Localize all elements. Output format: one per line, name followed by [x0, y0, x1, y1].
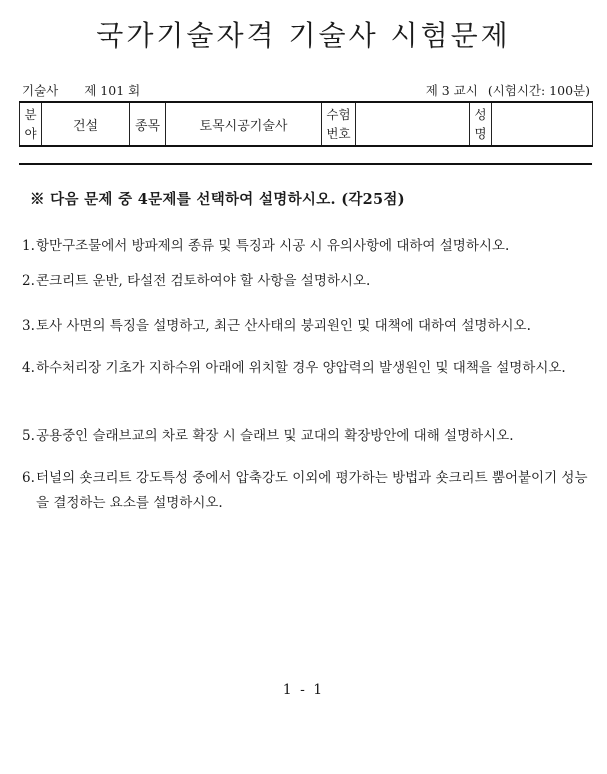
field-label-line-1: 분 [24, 107, 37, 122]
field-label-line-2: 야 [24, 126, 37, 141]
question-number: 6. [22, 470, 35, 486]
question-text: 콘크리트 운반, 타설전 검토하여야 할 사항을 설명하시오. [36, 273, 371, 289]
question-item-1 [22, 234, 594, 259]
exam-period: 제 3 교시 [425, 83, 478, 98]
exam-meta-left [22, 81, 140, 99]
name-label-line-1: 성 [474, 107, 487, 122]
question-text: 터널의 숏크리트 강도특성 중에서 압축강도 이외에 평가하는 방법과 숏크리트 뿜어붙이기 성능을 결정하는 요소를 설명하시오. [36, 470, 588, 511]
question-item-5 [22, 424, 594, 449]
exam-info-table [19, 101, 593, 147]
question-number: 2. [22, 273, 35, 289]
exam-no-label-line-2: 번호 [326, 126, 351, 141]
type-label-cell: 종목 [130, 102, 166, 146]
question-item-6 [22, 466, 594, 516]
exam-meta-row [22, 81, 590, 99]
question-item-2 [22, 269, 594, 294]
name-value-cell [492, 102, 593, 146]
instruction-text: ※ 다음 문제 중 4문제를 선택하여 설명하시오. (각25점) [30, 191, 405, 208]
question-text: 하수처리장 기초가 지하수위 아래에 위치할 경우 양압력의 발생원인 및 대책을 설명하시오. [36, 360, 566, 376]
question-item-4 [22, 356, 594, 381]
exam-no-value-cell [356, 102, 470, 146]
question-item-3 [22, 314, 594, 339]
question-text: 공용중인 슬래브교의 차로 확장 시 슬래브 및 교대의 확장방안에 대해 설명하시오. [36, 428, 514, 444]
question-number: 3. [22, 318, 35, 334]
exam-time: (시험시간: 100분) [487, 83, 590, 98]
page-title: 국가기술자격 기술사 시험문제 [96, 19, 511, 52]
exam-meta-right [426, 81, 590, 99]
question-number: 4. [22, 360, 35, 376]
question-number: 5. [22, 428, 35, 444]
question-number: 1. [22, 238, 35, 254]
exam-category: 기술사 [22, 83, 59, 98]
exam-round: 제 101 회 [84, 83, 141, 98]
exam-no-label-line-1: 수험 [326, 107, 351, 122]
page-number: 1 - 1 [282, 682, 325, 698]
question-text: 토사 사면의 특징을 설명하고, 최근 산사태의 붕괴원인 및 대책에 대하여 설명하시오. [36, 318, 531, 334]
name-label-line-2: 명 [474, 126, 487, 141]
field-value-cell: 건설 [42, 102, 130, 146]
field-label-cell [20, 102, 42, 146]
type-value-cell: 토목시공기술사 [166, 102, 322, 146]
name-label-cell [470, 102, 492, 146]
exam-no-label-cell [322, 102, 356, 146]
section-divider [19, 163, 592, 165]
question-text: 항만구조물에서 방파제의 종류 및 특징과 시공 시 유의사항에 대하여 설명하시오. [36, 238, 510, 254]
